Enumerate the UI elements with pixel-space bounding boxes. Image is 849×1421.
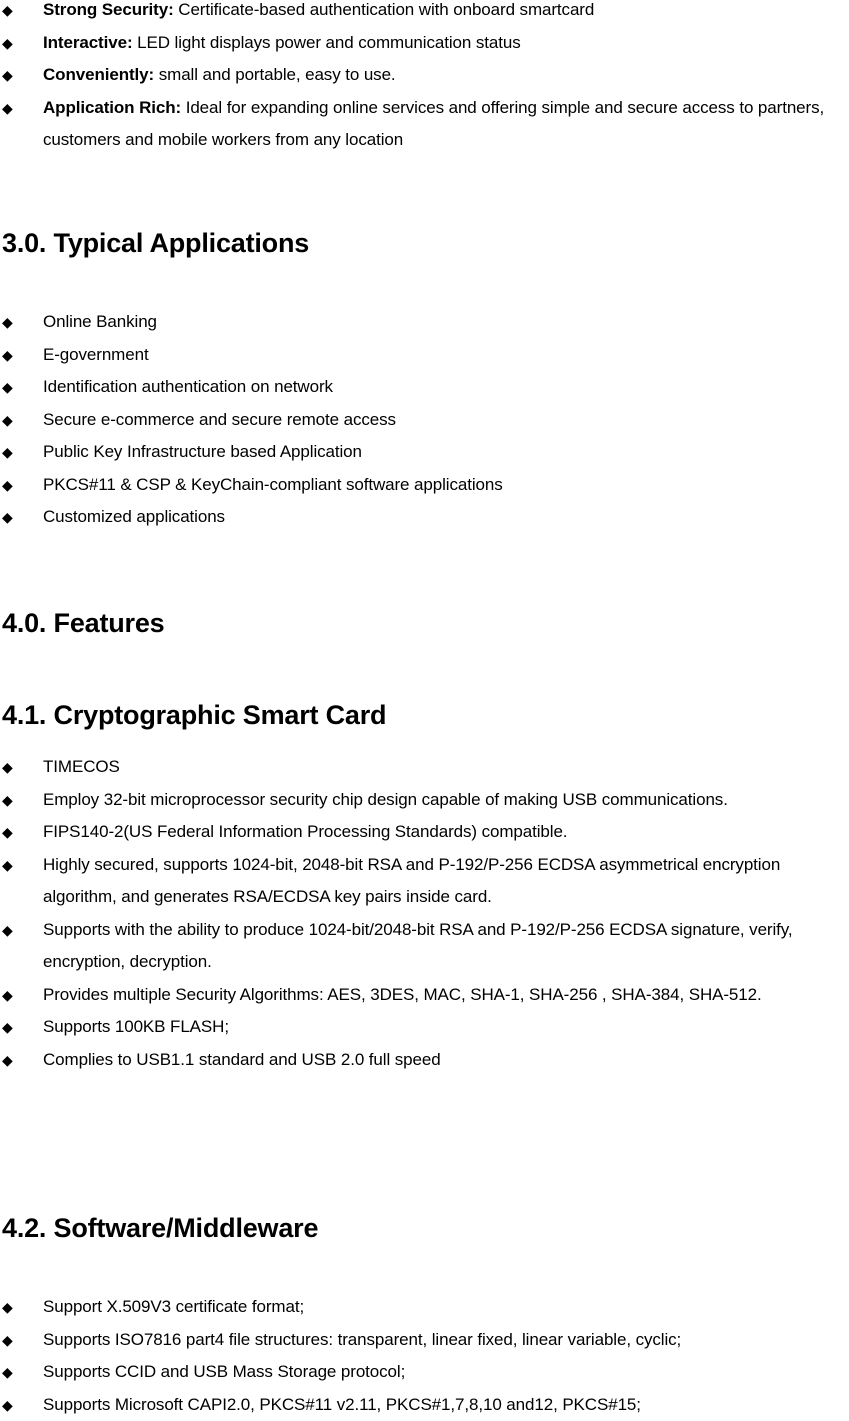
diamond-bullet-icon: ◆ bbox=[2, 27, 13, 60]
list-item bbox=[0, 1044, 849, 1077]
diamond-bullet-icon: ◆ bbox=[2, 784, 13, 817]
intro-feature-list bbox=[0, 0, 849, 157]
item-text: Complies to USB1.1 standard and USB 2.0 full speed bbox=[43, 1050, 441, 1069]
diamond-bullet-icon: ◆ bbox=[2, 404, 13, 437]
section-heading-software-middleware: 4.2. Software/Middleware bbox=[2, 1213, 318, 1244]
list-item bbox=[0, 501, 849, 534]
item-text: FIPS140‐2(US Federal Information Processing Standards) compatible. bbox=[43, 822, 567, 841]
item-text: Identification authentication on network bbox=[43, 377, 333, 396]
list-item bbox=[0, 1356, 849, 1389]
section-heading-cryptographic-smart-card: 4.1. Cryptographic Smart Card bbox=[2, 700, 386, 731]
typical-applications-list bbox=[0, 306, 849, 534]
diamond-bullet-icon: ◆ bbox=[2, 501, 13, 534]
diamond-bullet-icon: ◆ bbox=[2, 92, 13, 125]
diamond-bullet-icon: ◆ bbox=[2, 59, 13, 92]
item-text: E‐government bbox=[43, 345, 149, 364]
diamond-bullet-icon: ◆ bbox=[2, 751, 13, 784]
item-bold-label: Conveniently: bbox=[43, 65, 154, 84]
list-item bbox=[0, 0, 849, 27]
list-item bbox=[0, 371, 849, 404]
diamond-bullet-icon: ◆ bbox=[2, 0, 13, 27]
item-bold-label: Strong Security: bbox=[43, 0, 174, 19]
smart-card-features-list bbox=[0, 751, 849, 1076]
item-text: Supports with the ability to produce 1024‐bit/2048‐bit RSA and P-192/P-256 ECDSA signature, verify, encryption, decryption. bbox=[43, 920, 793, 972]
item-text: Secure e‐commerce and secure remote access bbox=[43, 410, 396, 429]
list-item bbox=[0, 816, 849, 849]
list-item bbox=[0, 92, 849, 157]
list-item bbox=[0, 59, 849, 92]
list-item bbox=[0, 1324, 849, 1357]
item-text: small and portable, easy to use. bbox=[154, 65, 395, 84]
item-text: Supports ISO7816 part4 file structures: transparent, linear fixed, linear variable, cyclic; bbox=[43, 1330, 681, 1349]
item-text: Employ 32‐bit microprocessor security chip design capable of making USB communications. bbox=[43, 790, 728, 809]
list-item bbox=[0, 27, 849, 60]
diamond-bullet-icon: ◆ bbox=[2, 371, 13, 404]
item-text: Online Banking bbox=[43, 312, 157, 331]
diamond-bullet-icon: ◆ bbox=[2, 469, 13, 502]
list-item bbox=[0, 784, 849, 817]
diamond-bullet-icon: ◆ bbox=[2, 436, 13, 469]
list-item bbox=[0, 979, 849, 1012]
item-text: Supports 100KB FLASH; bbox=[43, 1017, 229, 1036]
diamond-bullet-icon: ◆ bbox=[2, 849, 13, 882]
item-text: Provides multiple Security Algorithms: AES, 3DES, MAC, SHA‐1, SHA‐256 , SHA-384, SHA-512. bbox=[43, 985, 762, 1004]
diamond-bullet-icon: ◆ bbox=[2, 1389, 13, 1421]
list-item bbox=[0, 1389, 849, 1421]
diamond-bullet-icon: ◆ bbox=[2, 1356, 13, 1389]
diamond-bullet-icon: ◆ bbox=[2, 1291, 13, 1324]
item-text: TIMECOS bbox=[43, 757, 120, 776]
software-middleware-list bbox=[0, 1291, 849, 1421]
item-text: LED light displays power and communication status bbox=[133, 33, 521, 52]
list-item bbox=[0, 436, 849, 469]
item-text: Support X.509V3 certificate format; bbox=[43, 1297, 304, 1316]
diamond-bullet-icon: ◆ bbox=[2, 339, 13, 372]
diamond-bullet-icon: ◆ bbox=[2, 306, 13, 339]
item-text: Highly secured, supports 1024‐bit, 2048‐bit RSA and P-192/P-256 ECDSA asymmetrical encryption algorithm, and generates RSA/ECDSA key pairs inside card. bbox=[43, 855, 780, 907]
item-text: Ideal for expanding online services and offering simple and secure access to partners, customers and mobile workers from any location bbox=[43, 98, 824, 150]
item-bold-label: Interactive: bbox=[43, 33, 133, 52]
list-item bbox=[0, 339, 849, 372]
list-item bbox=[0, 751, 849, 784]
list-item bbox=[0, 914, 849, 979]
section-heading-typical-applications: 3.0. Typical Applications bbox=[2, 228, 309, 259]
diamond-bullet-icon: ◆ bbox=[2, 1044, 13, 1077]
diamond-bullet-icon: ◆ bbox=[2, 914, 13, 947]
diamond-bullet-icon: ◆ bbox=[2, 1011, 13, 1044]
list-item bbox=[0, 306, 849, 339]
diamond-bullet-icon: ◆ bbox=[2, 979, 13, 1012]
item-bold-label: Application Rich: bbox=[43, 98, 181, 117]
list-item bbox=[0, 1011, 849, 1044]
item-text: Certificate‐based authentication with onboard smartcard bbox=[174, 0, 595, 19]
section-heading-features: 4.0. Features bbox=[2, 608, 165, 639]
item-text: Supports CCID and USB Mass Storage protocol; bbox=[43, 1362, 405, 1381]
list-item bbox=[0, 1291, 849, 1324]
diamond-bullet-icon: ◆ bbox=[2, 1324, 13, 1357]
item-text: Supports Microsoft CAPI2.0, PKCS#11 v2.11, PKCS#1,7,8,10 and12, PKCS#15; bbox=[43, 1395, 641, 1414]
list-item bbox=[0, 404, 849, 437]
item-text: Public Key Infrastructure based Application bbox=[43, 442, 362, 461]
item-text: PKCS#11 & CSP & KeyChain‐compliant software applications bbox=[43, 475, 503, 494]
item-text: Customized applications bbox=[43, 507, 225, 526]
list-item bbox=[0, 469, 849, 502]
diamond-bullet-icon: ◆ bbox=[2, 816, 13, 849]
list-item bbox=[0, 849, 849, 914]
